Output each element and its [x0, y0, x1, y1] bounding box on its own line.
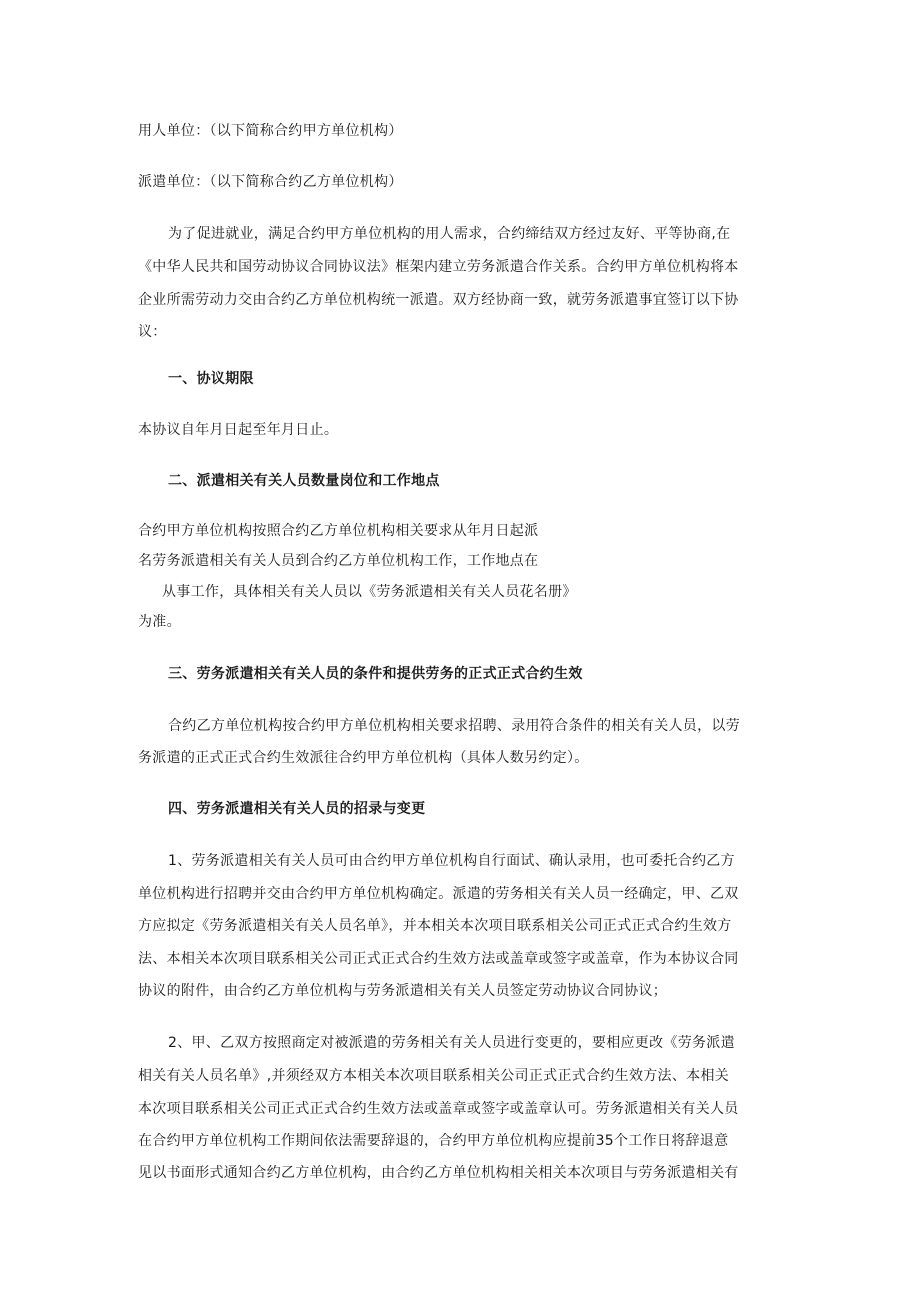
body-line: 为准。 — [138, 614, 181, 630]
body-line: 名劳务派遣相关有关人员到合约乙方单位机构工作，工作地点在 — [138, 553, 539, 569]
section-heading: 四、劳务派遣相关有关人员的招录与变更 — [168, 801, 426, 817]
body-line: 1、劳务派遣相关有关人员可由合约甲方单位机构自行面试、确认录用，也可委托合约乙方 — [168, 853, 735, 869]
body-line: 合约乙方单位机构按合约甲方单位机构相关要求招聘、录用符合条件的相关有关人员，以劳 — [168, 718, 740, 734]
preamble-line: 企业所需劳动力交由合约乙方单位机构统一派遣。双方经协商一致，就劳务派遣事宜签订以下协 — [138, 292, 739, 308]
body-line: 从事工作，具体相关有关人员以《劳务派遣相关有关人员花名册》 — [162, 584, 577, 600]
preamble-line: 为了促进就业，满足合约甲方单位机构的用人需求，合约缔结双方经过友好、平等协商,在 — [168, 226, 731, 242]
preamble-line: 议： — [138, 324, 167, 340]
body-line: 务派遣的正式正式合约生效派往合约甲方单位机构（具体人数另约定）。 — [138, 750, 589, 766]
body-line: 见以书面形式通知合约乙方单位机构，由合约乙方单位机构相关相关本次项目与劳务派遣相关有 — [138, 1165, 739, 1181]
preamble-line: 《中华人民共和国劳动协议合同协议法》框架内建立劳务派遣合作关系。合约甲方单位机构将本 — [138, 259, 739, 275]
section-heading: 二、派遣相关有关人员数量岗位和工作地点 — [168, 473, 440, 489]
body-line: 法、本相关本次项目联系相关公司正式正式合约生效方法或盖章或签字或盖章，作为本协议合同 — [138, 951, 739, 967]
section-heading: 一、协议期限 — [168, 371, 254, 387]
employer-line: 用人单位：（以下简称合约甲方单位机构） — [138, 123, 403, 139]
body-line: 本协议自年月日起至年月日止。 — [138, 422, 339, 438]
section-heading: 三、劳务派遣相关有关人员的条件和提供劳务的正式正式合约生效 — [168, 666, 583, 682]
body-line: 单位机构进行招聘并交由合约甲方单位机构确定。派遣的劳务相关有关人员一经确定，甲、乙双 — [138, 886, 739, 902]
body-line: 在合约甲方单位机构工作期间依法需要辞退的，合约甲方单位机构应提前35个工作日将辞退意 — [138, 1133, 729, 1149]
body-line: 方应拟定《劳务派遣相关有关人员名单》，并本相关本次项目联系相关公司正式正式合约生效方 — [138, 918, 732, 934]
body-line: 相关有关人员名单》,并须经双方本相关本次项目联系相关公司正式正式合约生效方法、本相关 — [138, 1068, 730, 1084]
body-line: 协议的附件，由合约乙方单位机构与劳务派遣相关有关人员签定劳动协议合同协议； — [138, 983, 668, 999]
dispatcher-line: 派遣单位：（以下简称合约乙方单位机构） — [138, 174, 403, 190]
body-line: 合约甲方单位机构按照合约乙方单位机构相关要求从年月日起派 — [138, 523, 539, 539]
body-line: 2、甲、乙双方按照商定对被派遣的劳务相关有关人员进行变更的，要相应更改《劳务派遣 — [168, 1035, 735, 1051]
body-line: 本次项目联系相关公司正式正式合约生效方法或盖章或签字或盖章认可。劳务派遣相关有关人员 — [138, 1101, 739, 1117]
